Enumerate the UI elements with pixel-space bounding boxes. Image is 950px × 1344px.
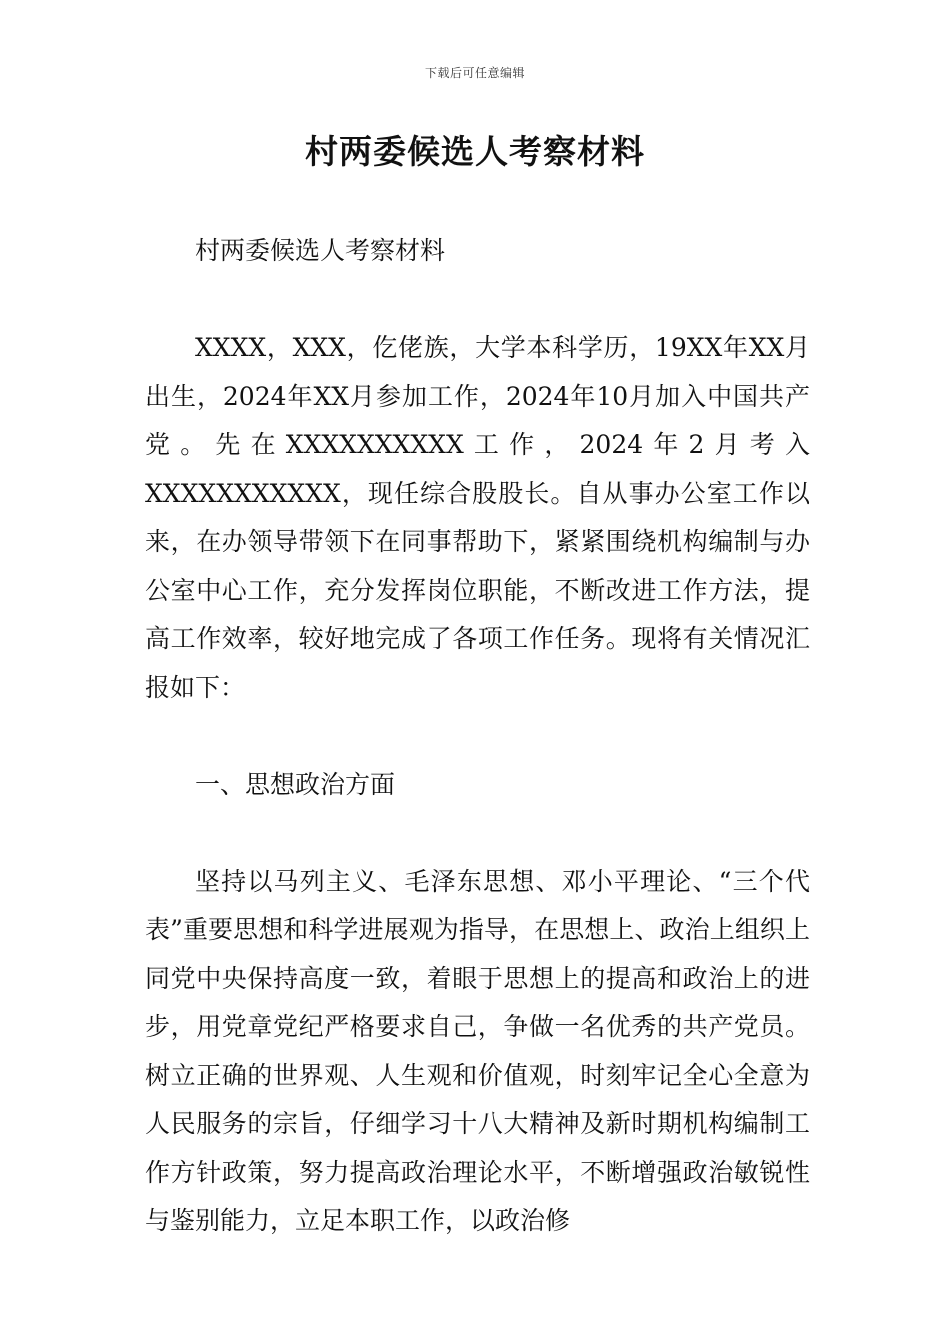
document-title: 村两委候选人考察材料 [305,132,645,171]
intro-paragraph: XXXX，XXX，仡佬族，大学本科学历，19XX年XX月出生，2024年XX月参加工作，2024年10月加入中国共产党。先在XXXXXXXXXX工作，2024年2月考入XXXXXXXXXXX，现任综合股股长。自从事办公室工作以来，在办领导带领下在同事帮助下，紧紧围绕机构编制与办公室中心工作，充分发挥岗位职能，不断改进工作方法，提高工作效率，较好地完成了各项工作任务。现将有关情况汇报如下： [145,333,810,702]
header-note: 下载后可任意编辑 [424,66,525,80]
section-paragraph: 坚持以马列主义、毛泽东思想、邓小平理论、“三个代表”重要思想和科学进展观为指导，在思想上、政治上组织上同党中央保持高度一致，着眼于思想上的提高和政治上的进步，用党章党纪严格要求自己，争做一名优秀的共产党员。树立正确的世界观、人生观和价值观，时刻牢记全心全意为人民服务的宗旨，仔细学习十八大精神及新时期机构编制工作方针政策，努力提高政治理论水平，不断增强政治敏锐性与鉴别能力，立足本职工作，以政治修 [145,866,810,1235]
document-subtitle: 村两委候选人考察材料 [195,236,446,265]
document-body [145,227,810,1246]
section-heading: 一、思想政治方面 [195,769,396,799]
